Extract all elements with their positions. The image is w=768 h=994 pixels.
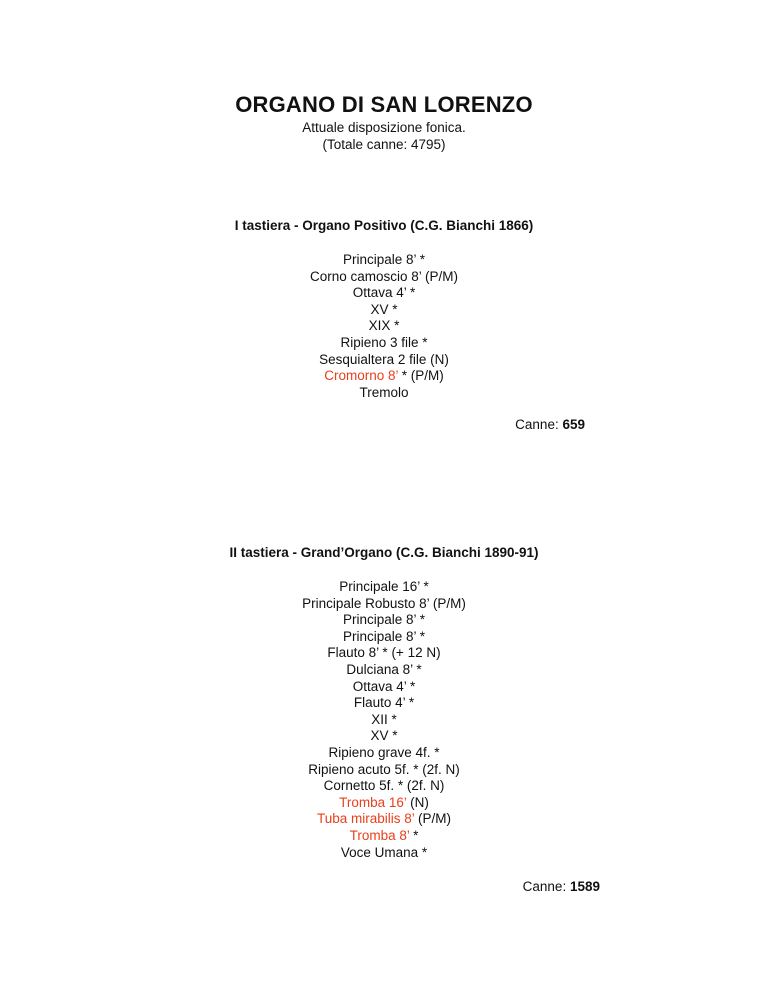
stop-item: Principale 8’ * [342, 628, 426, 644]
manual-1-pipe-count: Canne: 659 [515, 417, 585, 432]
stop-item: Cromorno 8’ * (P/M) [324, 368, 444, 384]
stop-item: XV * [370, 301, 398, 317]
stop-name-highlighted: Tromba 8’ [349, 827, 410, 843]
manual-2-stop-list [0, 579, 768, 861]
stop-item: Principale 8’ * [342, 252, 426, 267]
manual-1-heading: I tastiera - Organo Positivo (C.G. Bianchi 1866) [234, 218, 534, 233]
stop-item: Dulciana 8’ * [346, 661, 422, 677]
stop-name-highlighted: Tuba mirabilis 8’ [316, 811, 415, 827]
stop-item: Tromba 8’ * [349, 827, 419, 843]
stop-item: Ripieno acuto 5f. * (2f. N) [308, 761, 460, 777]
stop-item: XII * [371, 711, 397, 727]
stop-item: Tremolo [359, 384, 409, 400]
stop-item: Voce Umana * [340, 844, 428, 860]
stop-name-highlighted: Tromba 16’ [339, 794, 407, 810]
stop-item: Ottava 4’ * [352, 678, 416, 694]
stop-item: XV * [370, 728, 398, 744]
stop-item: Ripieno grave 4f. * [328, 744, 440, 760]
stop-item: Tromba 16’ (N) [339, 794, 429, 810]
subtitle-line-2: (Totale canne: 4795) [322, 136, 446, 152]
stop-item: Flauto 4’ * [353, 695, 415, 711]
stop-item: Principale 8’ * [342, 612, 426, 628]
manual-1-stop-list [0, 252, 768, 401]
subtitle-line-1: Attuale disposizione fonica. [302, 120, 466, 135]
manual-2-pipe-count: Canne: 1589 [522, 879, 600, 894]
manual-2-heading: II tastiera - Grand’Organo (C.G. Bianchi 1890-91) [229, 545, 539, 560]
stop-item: Principale Robusto 8’ (P/M) [302, 595, 466, 611]
stop-name-highlighted: Cromorno 8’ [324, 368, 399, 384]
stop-item: Ottava 4’ * [352, 285, 416, 301]
page-title: ORGANO DI SAN LORENZO [235, 92, 533, 117]
stop-item: Ripieno 3 file * [340, 334, 428, 350]
stop-item: XIX * [368, 318, 400, 334]
stop-item: Corno camoscio 8’ (P/M) [309, 268, 459, 284]
stop-item: Flauto 8’ * (+ 12 N) [327, 645, 441, 661]
stop-item: Tuba mirabilis 8’ (P/M) [316, 811, 452, 827]
stop-item: Principale 16’ * [339, 579, 429, 594]
stop-item: Cornetto 5f. * (2f. N) [323, 778, 445, 794]
subtitle [0, 120, 768, 153]
stop-item: Sesquialtera 2 file (N) [319, 351, 449, 367]
